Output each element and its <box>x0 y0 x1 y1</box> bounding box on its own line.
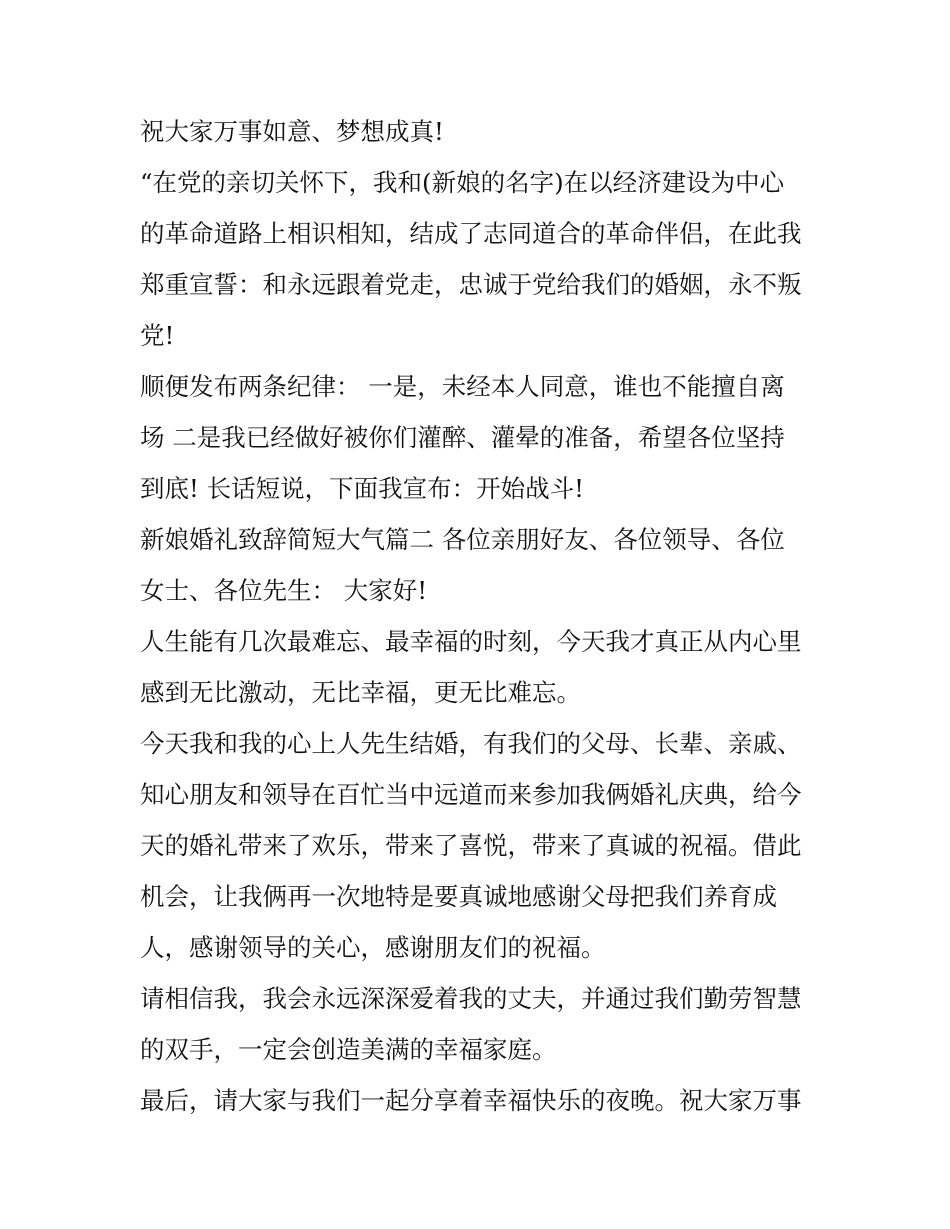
text-line: 今天我和我的心上人先生结婚，有我们的父母、长辈、亲戚、 <box>140 729 802 758</box>
text-line: 场 二是我已经做好被你们灌醉、灌晕的准备，希望各位坚持 <box>140 423 785 452</box>
text-line: 请相信我，我会永远深深爱着我的丈夫，并通过我们勤劳智慧 <box>140 984 802 1013</box>
text-line: 郑重宣誓：和永远跟着党走，忠诚于党给我们的婚姻，永不叛 <box>140 270 802 299</box>
text-line: 的革命道路上相识相知，结成了志同道合的革命伴侣，在此我 <box>140 219 802 248</box>
text-line: 感到无比激动，无比幸福，更无比难忘。 <box>140 678 581 707</box>
text-line: 到底! 长话短说，下面我宣布：开始战斗! <box>140 474 584 503</box>
text-line: 天的婚礼带来了欢乐，带来了喜悦，带来了真诚的祝福。借此 <box>140 831 802 860</box>
text-line: 祝大家万事如意、梦想成真! <box>140 117 444 146</box>
text-line: “在党的亲切关怀下，我和(新娘的名字)在以经济建设为中心 <box>140 168 785 197</box>
text-line: 新娘婚礼致辞简短大气篇二 各位亲朋好友、各位领导、各位 <box>140 525 785 554</box>
text-line: 机会，让我俩再一次地特是要真诚地感谢父母把我们养育成 <box>140 882 777 911</box>
text-line: 人，感谢领导的关心，感谢朋友们的祝福。 <box>140 933 606 962</box>
text-line: 党! <box>140 321 175 350</box>
text-line: 女士、各位先生： 大家好! <box>140 576 428 605</box>
text-line: 顺便发布两条纪律： 一是，未经本人同意，谁也不能擅自离 <box>140 372 785 401</box>
text-line: 的双手，一定会创造美满的幸福家庭。 <box>140 1035 557 1064</box>
text-line: 知心朋友和领导在百忙当中远道而来参加我俩婚礼庆典，给今 <box>140 780 802 809</box>
text-line: 最后，请大家与我们一起分享着幸福快乐的夜晚。祝大家万事 <box>140 1086 802 1115</box>
document-body <box>140 106 820 1126</box>
text-line: 人生能有几次最难忘、最幸福的时刻，今天我才真正从内心里 <box>140 627 802 656</box>
